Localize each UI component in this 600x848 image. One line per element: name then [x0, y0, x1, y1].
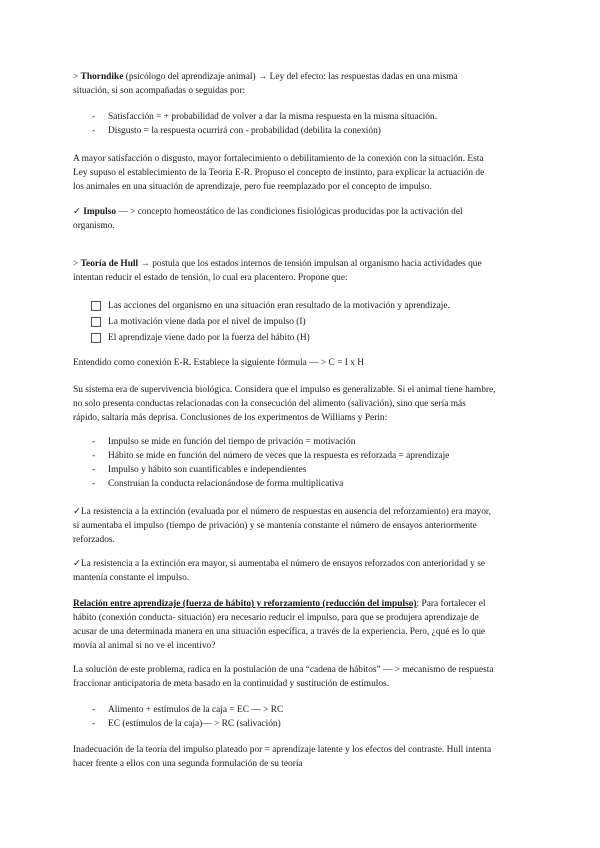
- satisfaction-paragraph: [73, 152, 533, 194]
- thorndike-name: Thorndike: [80, 72, 124, 82]
- text-line: A mayor satisfacción o disgusto, mayor fortalecimiento o debilitamiento de la conexión con la situación. Esta: [73, 154, 484, 164]
- checklist-item: El aprendizaje viene dado por la fuerza del hábito (H): [91, 331, 531, 345]
- thorndike-paragraph: [73, 70, 533, 98]
- text-line: acusar de una determinada manera en una situación específica, a través de la experiencia. Pero, ¿qué es lo que: [73, 627, 486, 637]
- checklist-item: Las acciones del organismo en una situación eran resultado de la motivación y aprendizaje.: [91, 299, 531, 313]
- dash-bullet: -: [92, 465, 96, 475]
- impulso-paragraph: [73, 205, 533, 233]
- thorndike-line-2: situación, si son acompañadas o seguidas por:: [73, 86, 246, 96]
- dash-bullet: -: [92, 451, 96, 461]
- impulso-text: — > concepto homeostático de las condiciones fisiológicas producidas por la activación del: [116, 207, 463, 217]
- dash-bullet: -: [92, 112, 96, 122]
- extincion-impulso-paragraph: [73, 505, 533, 547]
- supervivencia-paragraph: [73, 383, 533, 425]
- solucion-paragraph: [73, 663, 533, 691]
- hull-text: → postula que los estados internos de tensión impulsan al organismo hacia actividades que: [138, 259, 482, 269]
- text-line: ✓La resistencia a la extinción (evaluada por el número de respuestas en ausencia del reforzamiento) era mayor,: [73, 507, 491, 517]
- text-line: fraccionar anticipatoria de meta basado en la continuidad y sustitución de estímulos.: [73, 679, 390, 689]
- relacion-text: : Para fortalecer el: [416, 599, 486, 609]
- impulso-term: Impulso: [83, 207, 117, 217]
- hull-paragraph: [73, 257, 533, 285]
- extincion-ensayos-paragraph: [73, 557, 533, 585]
- arrow-marker: >: [73, 72, 81, 82]
- text-line: reforzados.: [73, 535, 115, 545]
- text-line: intentan reducir el estado de tensión, lo cual era placentero. Propone que:: [73, 273, 348, 283]
- checkbox-icon[interactable]: [91, 317, 101, 327]
- text-line: los animales en una situación de aprendizaje, pero fue reemplazado por el concepto de impulso.: [73, 182, 432, 192]
- relacion-heading: Relación entre aprendizaje (fuerza de hábito) y reforzamiento (reducción del impulso): [73, 599, 417, 609]
- document-page: > Thorndike (psicólogo del aprendizaje animal) → Ley del efecto: las respuestas dadas en una misma situación, si son acompañadas o seguidas por: - Satisfacción = + probabilidad de volver a dar la misma respuesta en la misma situación. - Disgusto = la respuesta ocurrirá con - probabilidad (debilita la conexión) A mayor satisfacción o disgusto, mayor fortalecimiento o debilitamiento de la conexión con la situación. Esta Ley supuso el establecimiento de la Teoría E-R. Propuso el concepto de instinto, para explicar la actuación de los animales en una situación de aprendizaje, pero fue reemplazado por el concepto de impulso. ✓ Impulso — > concepto homeostático de las condiciones fisiológicas producidas por la activación del organismo. > Teoría de Hull → postula que los estados internos de tensión impulsan al organismo hacia actividades que intentan reducir el estado de tensión, lo cual era placentero. Propone que: Las acciones del organismo en una situación eran resultado de la motivación y aprendizaje. La motivación viene dada por el nivel de impulso (I) El aprendizaje viene dado por la fuerza del hábito (H) Entendido como conexión E-R. Establece la siguiente fórmula — > C = I x H Su sistema era de supervivencia biológica. Considera que el impulso es generalizable. Si el animal tiene hambre, no solo presenta conductas relacionadas con la consecución del alimento (salivación), sino que sería más rápido, saltaría más deprisa. Conclusiones de los experimentos de Williams y Perin: - Impulso se mide en función del tiempo de privación = motivación - Hábito se mide en función del número de veces que la respuesta es reforzada = aprendizaje - Impulso y hábito son cuantificables e independientes - Construían la conducta relacionándose de forma multiplicativa ✓La resistencia a la extinción (evaluada por el número de respuestas en ausencia del reforzamiento) era mayor, si aumentaba el impulso (tiempo de privación) y se mantenía constante el número de ensayos anteriormente reforzados. ✓La resistencia a la extinción era mayor, si aumentaba el número de ensayos reforzados con anterioridad y se mantenía constante el impulso. Relación entre aprendizaje (fuerza de hábito) y reforzamiento (reducción del impulso): Para fortalecer el hábito (conexión conducta- situación) era necesario reducir el impulso, para que se produjera aprendizaje de acusar de una determinada manera en una situación específica, a través de la experiencia. Pero, ¿qué es lo que movía al animal si no ve el incentivo? La solución de este problema, radica en la postulación de una “cadena de hábitos” — > mecanismo de respuesta fraccionar anticipatoria de meta basado en la continuidad y sustitución de estímulos. - Alimento + estímulos de la caja = EC — > RC - EC (estímulos de la caja)— > RC (salivación) Inadecuación de la teoría del impulso plateado por = aprendizaje latente y los efectos del contraste. Hull intenta hacer frente a ellos con una segunda formulación de su teoría: [0, 0, 600, 848]
- hull-name: Teoría de Hull: [80, 259, 139, 269]
- relacion-paragraph: [73, 597, 533, 653]
- checkbox-icon[interactable]: [91, 333, 101, 343]
- thorndike-line-1: [73, 70, 533, 84]
- dash-bullet: -: [92, 705, 96, 715]
- text-line: hábito (conexión conducta- situación) era necesario reducir el impulso, para que se produjera aprendizaje de: [73, 613, 479, 623]
- text-line: mantenía constante el impulso.: [73, 573, 190, 583]
- text-line: La solución de este problema, radica en la postulación de una “cadena de hábitos” — > mecanismo de respuesta: [73, 665, 494, 675]
- text-line: ✓La resistencia a la extinción era mayor, si aumentaba el número de ensayos reforzados con anterioridad y se: [73, 559, 486, 569]
- dash-bullet: -: [92, 126, 96, 136]
- dash-bullet: -: [92, 719, 96, 729]
- thorndike-text: (psicólogo del aprendizaje animal) → Ley del efecto: las respuestas dadas en una misma: [123, 72, 458, 82]
- text-line: Ley supuso el establecimiento de la Teoría E-R. Propuso el concepto de instinto, para explicar la actuación de: [73, 168, 485, 178]
- inadecuacion-paragraph: [73, 743, 533, 771]
- text-line: si aumentaba el impulso (tiempo de privación) y se mantenía constante el número de ensayos anteriormente: [73, 521, 477, 531]
- text-line: Entendido como conexión E-R. Establece la siguiente fórmula — > C = I x H: [73, 358, 364, 368]
- text-line: Su sistema era de supervivencia biológica. Considera que el impulso es generalizable. Si el animal tiene hambre,: [73, 385, 496, 395]
- text-line: organismo.: [73, 221, 115, 231]
- checklist-item: La motivación viene dada por el nivel de impulso (I): [91, 315, 531, 329]
- text-line: hacer frente a ellos con una segunda formulación de su teoría: [73, 759, 303, 769]
- arrow-marker: >: [73, 259, 81, 269]
- text-line: Inadecuación de la teoría del impulso plateado por = aprendizaje latente y los efectos del contraste. Hull intenta: [73, 745, 492, 755]
- checkbox-icon[interactable]: [91, 301, 101, 311]
- check-icon: ✓: [73, 207, 84, 217]
- text-line: movía al animal si no ve el incentivo?: [73, 641, 216, 651]
- dash-bullet: -: [92, 437, 96, 447]
- text-line: rápido, saltaría más deprisa. Conclusiones de los experimentos de Williams y Perin:: [73, 413, 388, 423]
- dash-bullet: -: [92, 479, 96, 489]
- formula-paragraph: [73, 356, 533, 370]
- text-line: no solo presenta conductas relacionadas con la consecución del alimento (salivación), sino que sería más: [73, 399, 466, 409]
